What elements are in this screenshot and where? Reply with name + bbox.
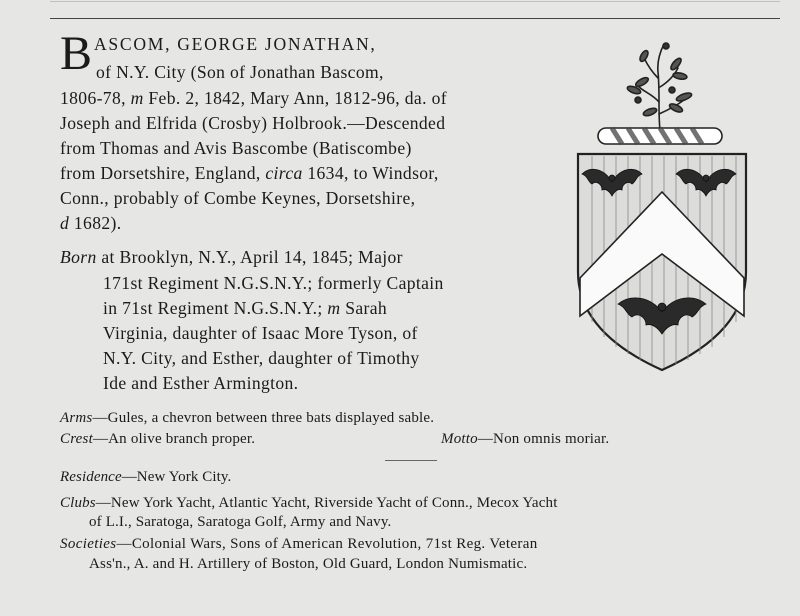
- born-line-1: [60, 244, 403, 270]
- entry-line-2: [60, 85, 447, 111]
- born-line-3-pre: in 71st Regiment N.G.S.N.Y.;: [103, 298, 328, 318]
- born-line-1-rest: at Brooklyn, N.Y., April 14, 1845; Major: [96, 247, 403, 267]
- entry-line-5-rest: 1634, to Windsor,: [302, 163, 439, 183]
- entry-line-6: Conn., probably of Combe Keynes, Dorsetshire,: [60, 188, 416, 208]
- married-abbr: m: [130, 88, 144, 108]
- clubs-line-2: of L.I., Saratoga, Saratoga Golf, Army and Navy.: [89, 514, 392, 530]
- olive-branch-icon: [626, 43, 692, 130]
- born-line-2: 171st Regiment N.G.S.N.Y.; formerly Captain: [103, 273, 444, 293]
- residence-line: [60, 464, 231, 490]
- entry-line-7: [60, 210, 121, 236]
- top-rule: [50, 18, 780, 19]
- circa-word: circa: [265, 163, 303, 183]
- entry-line-5-start: from Dorsetshire, England,: [60, 163, 266, 183]
- entry-line-3: Joseph and Elfrida (Crosby) Holbrook.—Descended: [60, 113, 446, 133]
- entry-line-2-rest: Feb. 2, 1842, Mary Ann, 1812-96, da. of: [143, 88, 447, 108]
- born-line-4: Virginia, daughter of Isaac More Tyson, of: [103, 323, 418, 343]
- born-line-3: [103, 295, 387, 321]
- coat-of-arms: [572, 42, 752, 374]
- residence-label: Residence: [60, 469, 122, 485]
- torse-wreath-icon: [598, 128, 722, 144]
- drop-cap: B: [60, 27, 92, 80]
- born-line-6: Ide and Esther Armington.: [103, 373, 299, 393]
- entry-line-1: of N.Y. City (Son of Jonathan Bascom,: [96, 62, 384, 82]
- heading-name: ASCOM, GEORGE JONATHAN,: [94, 34, 377, 54]
- died-abbr: d: [60, 213, 70, 233]
- motto-line: [441, 426, 609, 452]
- born-line-5: N.Y. City, and Esther, daughter of Timothy: [103, 348, 420, 368]
- motto-label: Motto: [441, 431, 478, 447]
- born-label: Born: [60, 247, 97, 267]
- crest-line: [60, 426, 255, 452]
- arms-text: —Gules, a chevron between three bats displayed sable.: [92, 410, 435, 426]
- born-line-3-post: Sarah: [340, 298, 388, 318]
- societies-line-2: Ass'n., A. and H. Artillery of Boston, Old Guard, London Numismatic.: [89, 556, 528, 572]
- societies-label: Societies: [60, 536, 117, 552]
- motto-text: —Non omnis moriar.: [477, 431, 610, 447]
- section-divider: [385, 460, 437, 461]
- arms-label: Arms: [60, 410, 93, 426]
- societies-text-1: —Colonial Wars, Sons of American Revolution, 71st Reg. Veteran: [116, 536, 538, 552]
- born-married-abbr: m: [327, 298, 341, 318]
- entry-line-5: [60, 160, 439, 186]
- crest-label: Crest: [60, 431, 93, 447]
- entry-line-4: from Thomas and Avis Bascombe (Batiscombe): [60, 138, 412, 158]
- crest-text: —An olive branch proper.: [92, 431, 256, 447]
- entry-heading: [94, 31, 377, 57]
- entry-line-2-start: 1806-78,: [60, 88, 131, 108]
- top-edge-line: [50, 1, 780, 2]
- clubs-label: Clubs: [60, 495, 96, 511]
- residence-text: —New York City.: [121, 469, 232, 485]
- entry-line-7-rest: 1682).: [73, 213, 122, 233]
- clubs-text-1: —New York Yacht, Atlantic Yacht, Riverside Yacht of Conn., Mecox Yacht: [95, 495, 558, 511]
